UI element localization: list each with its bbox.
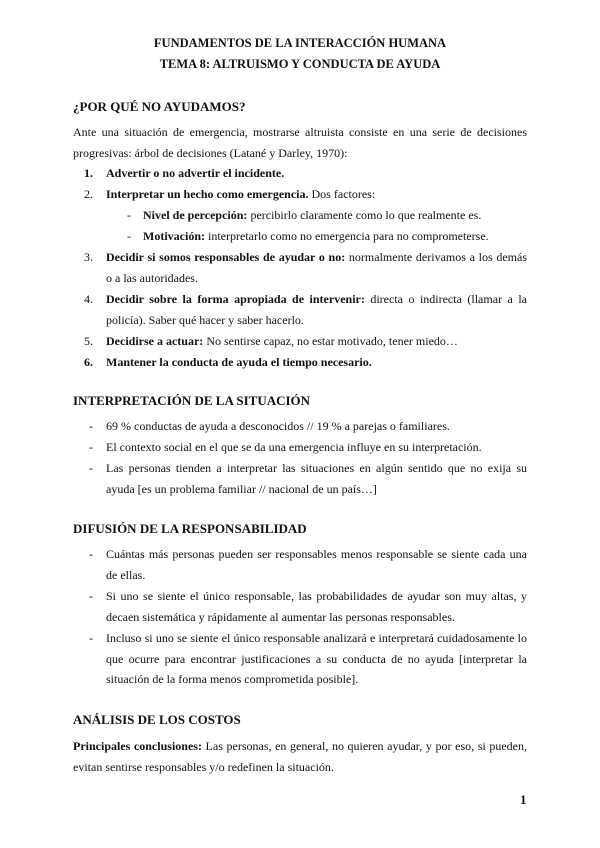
- item-bold: Interpretar un hecho como emergencia.: [106, 187, 309, 201]
- bullet-item: Cuántas más personas pueden ser responsables menos responsable se siente cada una de ellas.: [106, 547, 527, 582]
- bullet-item: Incluso si uno se siente el único responsable analizará e interpretará cuidadosamente lo que ocurre para encontrar justificaciones a su conducta de no ayuda [interpretar la situación de la forma menos comprometida posible].: [106, 631, 527, 686]
- bullet-dash: -: [89, 440, 93, 454]
- list-item: [106, 184, 527, 205]
- section1-intro: Ante una situación de emergencia, mostrarse altruista consiste en una serie de decisiones progresivas: árbol de decisiones (Latané y Darley, 1970):: [73, 125, 527, 160]
- bullet-item: Si uno se siente el único responsable, las probabilidades de ayudar son muy altas, y decaen sistemática y rápidamente al aumentar las personas responsables.: [106, 589, 527, 624]
- bullet-dash: -: [89, 419, 93, 433]
- section-heading-costos: ANÁLISIS DE LOS COSTOS: [73, 712, 241, 727]
- list-item: [106, 247, 527, 288]
- item-bold: Decidir sobre la forma apropiada de intervenir:: [106, 292, 365, 306]
- list-item: [106, 163, 527, 184]
- doc-subtitle: TEMA 8: ALTRUISMO Y CONDUCTA DE AYUDA: [159, 57, 441, 71]
- conclusions-bold: Principales conclusiones:: [73, 739, 202, 753]
- bullet-item: Las personas tienden a interpretar las situaciones en algún sentido que no exija su ayuda [es un problema familiar // nacional de un país…]: [106, 461, 527, 496]
- item-text: directa o indirecta (llamar a la policía). Saber qué hacer y saber hacerlo.: [106, 292, 527, 327]
- item-text: Dos factores:: [308, 187, 376, 201]
- bullet-item: 69 % conductas de ayuda a desconocidos // 19 % a parejas o familiares.: [106, 419, 450, 433]
- page-number: 1: [520, 792, 527, 807]
- list-number: 4.: [84, 292, 93, 306]
- sub-list-item: [143, 226, 527, 247]
- sub-list-item: [143, 205, 527, 226]
- list-item: [106, 352, 527, 373]
- doc-title: FUNDAMENTOS DE LA INTERACCIÓN HUMANA: [153, 36, 447, 50]
- sub-bullet: -: [127, 208, 131, 222]
- sub-item-bold: Motivación:: [143, 229, 205, 243]
- sub-bullet: -: [127, 229, 131, 243]
- sub-item-text: percibirlo claramente como lo que realmente es.: [247, 208, 482, 222]
- bullet-item: El contexto social en el que se da una emergencia influye en su interpretación.: [106, 440, 482, 454]
- section-heading-difusion: DIFUSIÓN DE LA RESPONSABILIDAD: [73, 521, 307, 536]
- bullet-dash: -: [89, 631, 93, 645]
- list-number: 1.: [84, 166, 93, 180]
- list-item: [106, 289, 527, 330]
- list-number: 2.: [84, 187, 93, 201]
- bullet-dash: -: [89, 461, 93, 475]
- item-bold: Decidirse a actuar:: [106, 334, 204, 348]
- section4-conclusions: [73, 736, 527, 777]
- bullet-dash: -: [89, 589, 93, 603]
- sub-item-text: interpretarlo como no emergencia para no comprometerse.: [205, 229, 489, 243]
- conclusions-text: Las personas, en general, no quieren ayudar, y por eso, si pueden, evitan sentirse responsables y/o redefinen la situación.: [73, 739, 527, 774]
- list-number: 3.: [84, 250, 93, 264]
- list-item: [106, 331, 527, 352]
- item-bold: Decidir si somos responsables de ayudar o no:: [106, 250, 346, 264]
- list-number: 5.: [84, 334, 93, 348]
- section-heading-interpretacion: INTERPRETACIÓN DE LA SITUACIÓN: [73, 393, 311, 408]
- item-bold: Advertir o no advertir el incidente.: [106, 166, 285, 180]
- item-bold: Mantener la conducta de ayuda el tiempo necesario.: [106, 355, 372, 369]
- section-heading-por-que: ¿POR QUÉ NO AYUDAMOS?: [73, 99, 246, 114]
- list-number: 6.: [84, 355, 93, 369]
- item-text: normalmente derivamos a los demás o a las autoridades.: [106, 250, 527, 285]
- bullet-dash: -: [89, 547, 93, 561]
- sub-item-bold: Nivel de percepción:: [143, 208, 248, 222]
- item-text: No sentirse capaz, no estar motivado, tener miedo…: [203, 334, 458, 348]
